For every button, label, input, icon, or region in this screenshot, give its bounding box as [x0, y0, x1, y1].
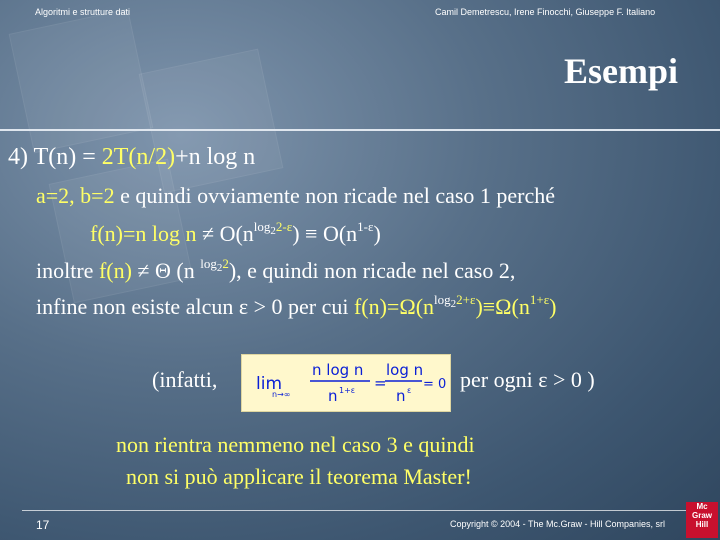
function-ref: f(n)=Ω(n — [353, 294, 435, 319]
limit-formula — [241, 354, 451, 412]
publisher-logo — [686, 502, 718, 538]
fraction1-denominator: n — [328, 387, 338, 405]
case1-formula-line — [90, 219, 381, 247]
recurrence-part: T(n) = — [33, 144, 102, 170]
lim-text: lim — [256, 374, 283, 394]
infatti-label: (infatti, — [152, 367, 218, 392]
text-segment: infine non esiste alcun ε > 0 per cui — [36, 294, 354, 319]
exponent: 1+ε — [529, 292, 550, 307]
text-segment: inoltre — [36, 258, 99, 283]
title-divider — [0, 129, 720, 131]
text-segment: ) ≡ O(n — [292, 221, 358, 246]
item-heading — [8, 144, 255, 171]
fraction2-numerator: log n — [386, 361, 424, 379]
exponent: 1-ε — [357, 219, 374, 234]
function-ref: f(n) — [98, 258, 132, 283]
text-segment: )≡Ω(n — [475, 294, 530, 319]
slide-title: Esempi — [563, 51, 678, 91]
fraction2-denominator-exponent: ε — [407, 386, 412, 395]
rhs-zero: = 0 — [423, 377, 447, 392]
exponent-base: 2 — [216, 262, 223, 274]
equals-sign: = — [374, 374, 387, 392]
copyright: Copyright © 2004 - The Mc.Graw - Hill Companies, srl — [450, 519, 666, 529]
recurrence-part: 2T(n/2) — [101, 144, 176, 170]
exponent: log — [200, 256, 217, 271]
exponent: 2+ε — [456, 292, 476, 307]
exponent: log — [253, 219, 271, 234]
per-ogni-label: per ogni ε > 0 ) — [460, 367, 595, 392]
text-segment: ) — [549, 294, 557, 319]
course-title: Algoritmi e strutture dati — [35, 7, 131, 17]
background-tile — [9, 9, 154, 154]
case1-text: e quindi ovviamente non ricade nel caso 1 perché — [114, 183, 556, 208]
text-segment: ) — [373, 221, 381, 246]
authors: Camil Demetrescu, Irene Finocchi, Giuseppe F. Italiano — [435, 7, 656, 17]
logo-line: Hill — [695, 520, 709, 529]
logo-line: Graw — [691, 511, 712, 520]
conclusion-line-1: non rientra nemmeno nel caso 3 e quindi — [116, 432, 475, 457]
footer-divider — [22, 510, 698, 511]
page-number: 17 — [36, 518, 50, 532]
exponent-base: 2 — [270, 225, 276, 237]
case3-line — [36, 292, 556, 320]
case1-line — [36, 183, 555, 209]
exponent-base: 2 — [450, 298, 457, 310]
slide-header — [0, 7, 720, 21]
exponent: 2 — [222, 256, 229, 271]
fraction1-denominator-exponent: 1+ε — [339, 386, 356, 395]
function-def: f(n)=n log n — [90, 221, 197, 246]
logo-line: Mc — [696, 502, 708, 511]
exponent: 2-ε — [275, 219, 293, 234]
exponent: log — [434, 292, 451, 307]
item-number: 4) — [8, 144, 28, 170]
text-segment: ≠ O(n — [196, 221, 254, 246]
lim-subscript: n→∞ — [272, 390, 291, 399]
recurrence-part: +n log n — [175, 144, 256, 170]
conclusion-line-2: non si può applicare il teorema Master! — [126, 464, 472, 489]
text-segment: ), e quindi non ricade nel caso 2, — [228, 258, 516, 283]
case2-line — [36, 256, 515, 284]
parameters: a=2, b=2 — [36, 183, 115, 208]
fraction1-numerator: n log n — [312, 361, 364, 379]
fraction2-denominator: n — [396, 387, 406, 405]
text-segment: ≠ Θ (n — [131, 258, 201, 283]
